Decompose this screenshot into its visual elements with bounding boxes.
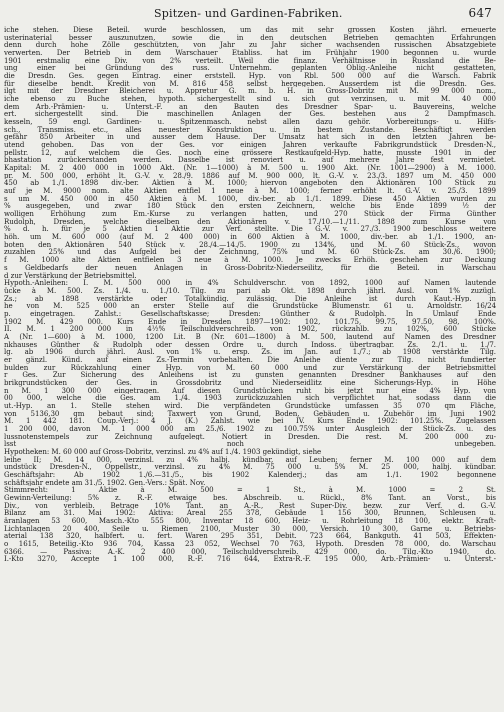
text-line: ung einer bei Gründung des russ. Unternehm. geplanten Oblig.-Anleihe nicht gestatteten, xyxy=(4,64,496,73)
text-line: höh. um M. 600 000 (auf M. 2 400 000) in 600 Aktien à M. 1000, div.-ber. ab 1./1. 1900, an- xyxy=(4,233,496,241)
text-line: iche stehen. Diese Beteil. wurde beschlossen, um das mit sehr grossen Kosten jährl. erneuerte xyxy=(4,26,496,34)
text-line: II. M. 1 200 000 in 4½% Teilschuldverschreib. von 1902, rückzahlb. zu 102%, 600 Stücke xyxy=(4,325,496,333)
text-line: schäftsjahr endete am 31./5. 1902. Gen.-Vers.: Spät. Nov. xyxy=(4,478,206,487)
body-text xyxy=(4,26,496,710)
text-line: 1901 erstmalig eine Div. von 2% verteilt. Weil die finanz. Verhältnisse in Russland die Be- xyxy=(4,56,496,65)
text-line: die Dresdn. Ges. gegen Eintrag. einer erststell. Hyp. von Rbl. 500 000 auf die Warsch. Fabrik xyxy=(4,72,496,80)
text-line: sch., Transmiss. etc., alles neuester Konstruktion u. in bestem Zustande. Beschäftigt werden xyxy=(4,125,496,134)
text-line: boten den Aktionären 540 Stück v. 28./4.—14./5. 1900 zu 134%, und M. 60 Stück-Zs., wovon xyxy=(4,240,496,249)
text-line: lsst noch unbegeben. xyxy=(4,440,496,448)
text-line: s um M. 450 000 in 450 Aktien à M. 1000, div.-ber. ab 1./1. 1899. Diese 450 Aktien wurden zu xyxy=(4,194,496,203)
text-line: 00 000, welche die Ges. am 1./4. 1903 zurückzuzahlen sich verpflichtet hat, sodass dann die xyxy=(4,394,496,402)
text-line: auf je M. 9000 nom. alte Aktien entfiel 1 neue à M. 1000; ferner erhöht lt. G.-V. v. 25./3. 1899 xyxy=(4,187,496,195)
text-line: aterial 138 320, halbfert. u. fert. Waren 295 351, Debit. 723 664, Bankguth. 41 503, Effekten- xyxy=(4,532,496,541)
text-line: usterinaterial besser auszunutzen, sowie die in den deutschen Betrieben gemachten Erfahrungen xyxy=(4,33,496,42)
text-line: lussnotenstempels zur Zeichnung aufgelegt. Notiert in Dresden. Die rest. M. 200 000 zu- xyxy=(4,432,496,441)
text-line: pr. M. 500 000, erhöht lt. G.-V. v. 28./9. 1886 auf M. 900 000, lt. G.-V. v. 23./3. 1897 um M. 450 000 xyxy=(4,171,496,180)
text-line: bulden zur Rückzahlung einer Hyp. von M. 60 000 und zur Verstärkung der Betriebsmittel xyxy=(4,363,496,372)
text-line: leihe II; M. 14 000, verzinsl. zu 4% halbj. kündbar, auf Leuben; ferner M. 100 000 auf dem xyxy=(4,455,496,464)
text-line: 450 ab 1./1. 1898 div.-ber. Aktien à M. 1000; hiervon angeboten den Aktionären 100 Stück zu xyxy=(4,179,496,188)
text-line: ilgt mit der Dresdner Bleicherei u. Appretur G. m. b. H. in Gross-Dobritz mit M. 99 000 nom., xyxy=(4,87,496,96)
text-line: utend gehoben. Das von der Ges. vor einigen Jahren verkaufte Fabrikgrundstück Dresden-N., xyxy=(4,141,496,149)
text-line: pellstr. 12, auf welchem die Ges. noch eine grössere Restkaufgeld-Hyp. hatte, musste 1901 in der xyxy=(4,148,496,157)
page-header xyxy=(4,6,496,24)
text-line: bhastation zurückerstanden werden. Dasselbe ist renoviert u. auf mehrere Jahre fest vermietet. xyxy=(4,156,496,165)
text-line: 1902 M. 429 000. Kurs Ende in Dresden 1897—1902: 102, 101.75, 99.75, 97.50, 98, 100%. xyxy=(4,317,496,326)
text-line: r Ges. Zur Sicherung des Anleihens ist zu gunsten genannten Dresdner Bankhauses auf den xyxy=(4,371,496,379)
text-line: p. eingetragen. Zahlst.: Gesellschaftskasse; Dresden: Günther & Rudolph. In Umlauf Ende xyxy=(4,309,496,318)
text-line: Stimmrecht: 1 Aktie à M. 500 = 1 St., à M. 1000 = 2 St. xyxy=(4,486,496,494)
text-line: n M. 1 300 000 eingetragen. Auf diesen Grundstücken ruht bis jetzt nur eine 4% Hyp. von xyxy=(4,386,496,395)
text-line: o 1615, Beteilig.-Kto 936 704, Kassa 23 052, Wechsel 70 763, Hypoth. Dresden 78 000, do. Warschau xyxy=(4,540,496,548)
text-line: wolligen Erhöhung zum Em.-Kurse zu verlangen hatten, und 270 Stück der Firma Günther xyxy=(4,210,496,218)
text-line: % d. h. für je 5 Aktien 1 Aktie zur Verf. stellte. Die G.-V. v. 27./3. 1900 beschloss weitere xyxy=(4,225,496,234)
text-line: zuzahlen 25% und das Aufgeld bei der Zeichnung, 75% und M. 60 Stück-Zs. am 30./6. 1900; xyxy=(4,248,496,257)
text-line: äranlagen 53 600, Masch.-Kto 555 800, Inventar 18 600, Heiz- u. Rohrleitung 18 100, elektr. Kraft- xyxy=(4,517,496,525)
text-line: gefähr 850 Arbeiter in und ausser dem Hause. Der Umsatz hat sich in den letzten Jahren be- xyxy=(4,133,496,142)
text-line: Rudolph, Dresden, welche dieselben den Aktionären v. 17./10.—1./11. 1898 zum Kurse von xyxy=(4,217,496,226)
text-line: kesseln, 59 engl. Gardinen- u. Spitzenmasch. nebst allen dazu gehör. Vorbereitungs- u. Hilfs- xyxy=(4,118,496,126)
text-line: er gänzl. Künd. auf einen Zs.-Termin vorbehalten. Die Anleihe diente zur Tilg. nicht fundierter xyxy=(4,355,496,364)
text-line: M. 1 442 181. Coup.-Verj.: 4 J. (K.) Zahlst. wie bei IV. Kurs Ende 1902: 101.25%. Zugelassen xyxy=(4,417,496,425)
text-line: undstück Dresden-N., Oppellstr., verzinsl. zu 4% M. 75 000 u. 5% M. 25 000, halbj. kündbar. xyxy=(4,463,496,471)
text-line: Div., von verbleib. Betrage 10% Tant. an A.-R., Rest Super-Div. bezw. zur Verf. d. G.-V. xyxy=(4,501,496,510)
text-line: 1 200 000, davon M. 1 000 000 am 25./6. 1902 zu 100.75% unter Ausgleich der Stück-Zs. u. des xyxy=(4,424,496,433)
text-line: ücke à M. 500. Zs. 1./4. u. 1./10. Tilg. zu pari ab Okt. 1898 durch jährl. Ausl. von 1% zuzügl. xyxy=(4,286,496,295)
text-line: verwerten. Der Betrieb in dem Warschauer Etabliss. hat im Frühjahr 1900 begonnen u. wurde xyxy=(4,49,496,57)
text-line: % ausgegeben, und zwar 180 Stück den ersten Zeichnern, welche bis Ende 1899 ½ der xyxy=(4,202,496,211)
text-line: für dieselbe bendt. Kredit von M. 816 458 selbst hergegeben. Ausserdem ist die Dresdn. Ges. xyxy=(4,79,496,88)
text-line: lg. ab 1906 durch jährl. Ausl. von 1% u. ersp. Zs. im Jan. auf 1./7.; ab 1908 verstärkte Tilg. xyxy=(4,348,496,356)
text-line: s Geldbedarfs der neuen Anlagen in Gross-Dobritz-Niederseilitz, für die Beteil. in Warschau xyxy=(4,263,496,272)
text-line: brikgrundstücken der Ges. in Grossdobritz und Niederseidlitz eine Sicherungs-Hyp. in Höhe xyxy=(4,378,496,387)
text-line: Kapital: M. 2 400 000 in 1000 Akt. (Nr. 1—1000) à M. 500 u. 1900 Akt. (Nr. 1001—2900) à M. 1000. xyxy=(4,164,496,172)
text-line: A (Nr. 1—600) à M. 1000, 1200 Lit. B (Nr. 601—1800) à M. 500, lautend auf Namen des Dresdner xyxy=(4,332,496,341)
text-line: dem Arb.-Prämien- u. Unterst.-F. an den Bauten des Dresdner Spar- u. Bauvereins, welche xyxy=(4,102,496,111)
text-line: von 5136,30 qm bebaut sind; Taxwert von Grund, Boden, Gebäuden u. Zubehör im Juni 1902 xyxy=(4,409,496,418)
text-line: I.-Kto 3270, Accepte 1 100 000, R.-F. 716 644, Extra-R.-F. 195 000, Arb.-Prämien- u. Unterst.- xyxy=(4,555,496,564)
text-line: he von M. 525 000 an erster Stelle auf die Grundstücke Blumenstr. 61 u. Arnoldstr. 16/24 xyxy=(4,302,496,310)
text-line: ut.-Hyp. an 1. Stelle stehen wird. Die verpfändeten Grundstücke umfassen 35 070 qm Fläche, xyxy=(4,401,496,410)
text-line: denn durch hohe Zölle geschützten, von Jahr zu Jahr sicher wachsenden russischen Absatzgebiete xyxy=(4,41,496,50)
text-line: d zur Verstärkung der Betriebsmittel. xyxy=(4,271,137,280)
text-line: Bilanz am 31. Mai 1902: Aktiva: Areal 255 378, Gebäude 1 156 300, Brunnen, Schleusen u. xyxy=(4,509,496,517)
text-line: Hypoth.-Anleihen: I. M. 500 000 in 4% Schuldverschr. von 1892, 1000 auf Namen lautende xyxy=(4,279,496,287)
text-line: iche ebenso zu Buche stehen, hypoth. sichergestellt sind u. sich gut verzinsen, u. mit M. 40 000 xyxy=(4,95,496,103)
page-number: 647 xyxy=(468,6,492,20)
text-line: f M. 1000 alte Aktien entfielen 3 neue à M. 1000. Je zwecks Erhöh. geschehen zur Deckung xyxy=(4,256,496,264)
text-line: 6366. — Passiva: A.-K. 2 400 000, Teilschuldverschreib. 429 000, do. Tilg.-Kto 1940, do. xyxy=(4,547,496,556)
text-line: ert. sichergestellt sind. Die maschinellen Anlagen der Ges. bestehen aus 2 Dampfmasch. xyxy=(4,110,496,119)
text-line: Geschäftsjahr: Ab 1902 1./6.—31./5., bis 1902 Kalenderj.; das am 1./1. 1902 begonnene xyxy=(4,470,496,479)
text-line: nkhauses Günther & Rudolph oder dessen Ordre u. durch Indoss. übertragbar. Zs. 2./1. u. 1./7. xyxy=(4,340,496,349)
text-line: Zs.; ab 1898 verstärkte oder Totalkündig. zulässig. Die Anleihe ist durch Kaut.-Hyp. in xyxy=(4,294,496,303)
text-line: Hypotheken: M. 60 000 auf Gross-Dobritz, verzinsl. zu 4% auf 1./4. 1903 gekündigt, siehe xyxy=(4,447,322,456)
text-line: Lichtanlagen 20 400, Seile u. Riemen 2100, Muster 30 000, Versich. 10 300, Garne u. Betriebs- xyxy=(4,524,496,533)
running-title: Spitzen- und Gardinen-Fabriken. xyxy=(154,7,343,20)
text-line: Gewinn-Verteilung: 5% z. R.-F. etwaige bes. Abschreib. u. Rückl., 8% Tant. an Vorst., bis xyxy=(4,493,496,502)
